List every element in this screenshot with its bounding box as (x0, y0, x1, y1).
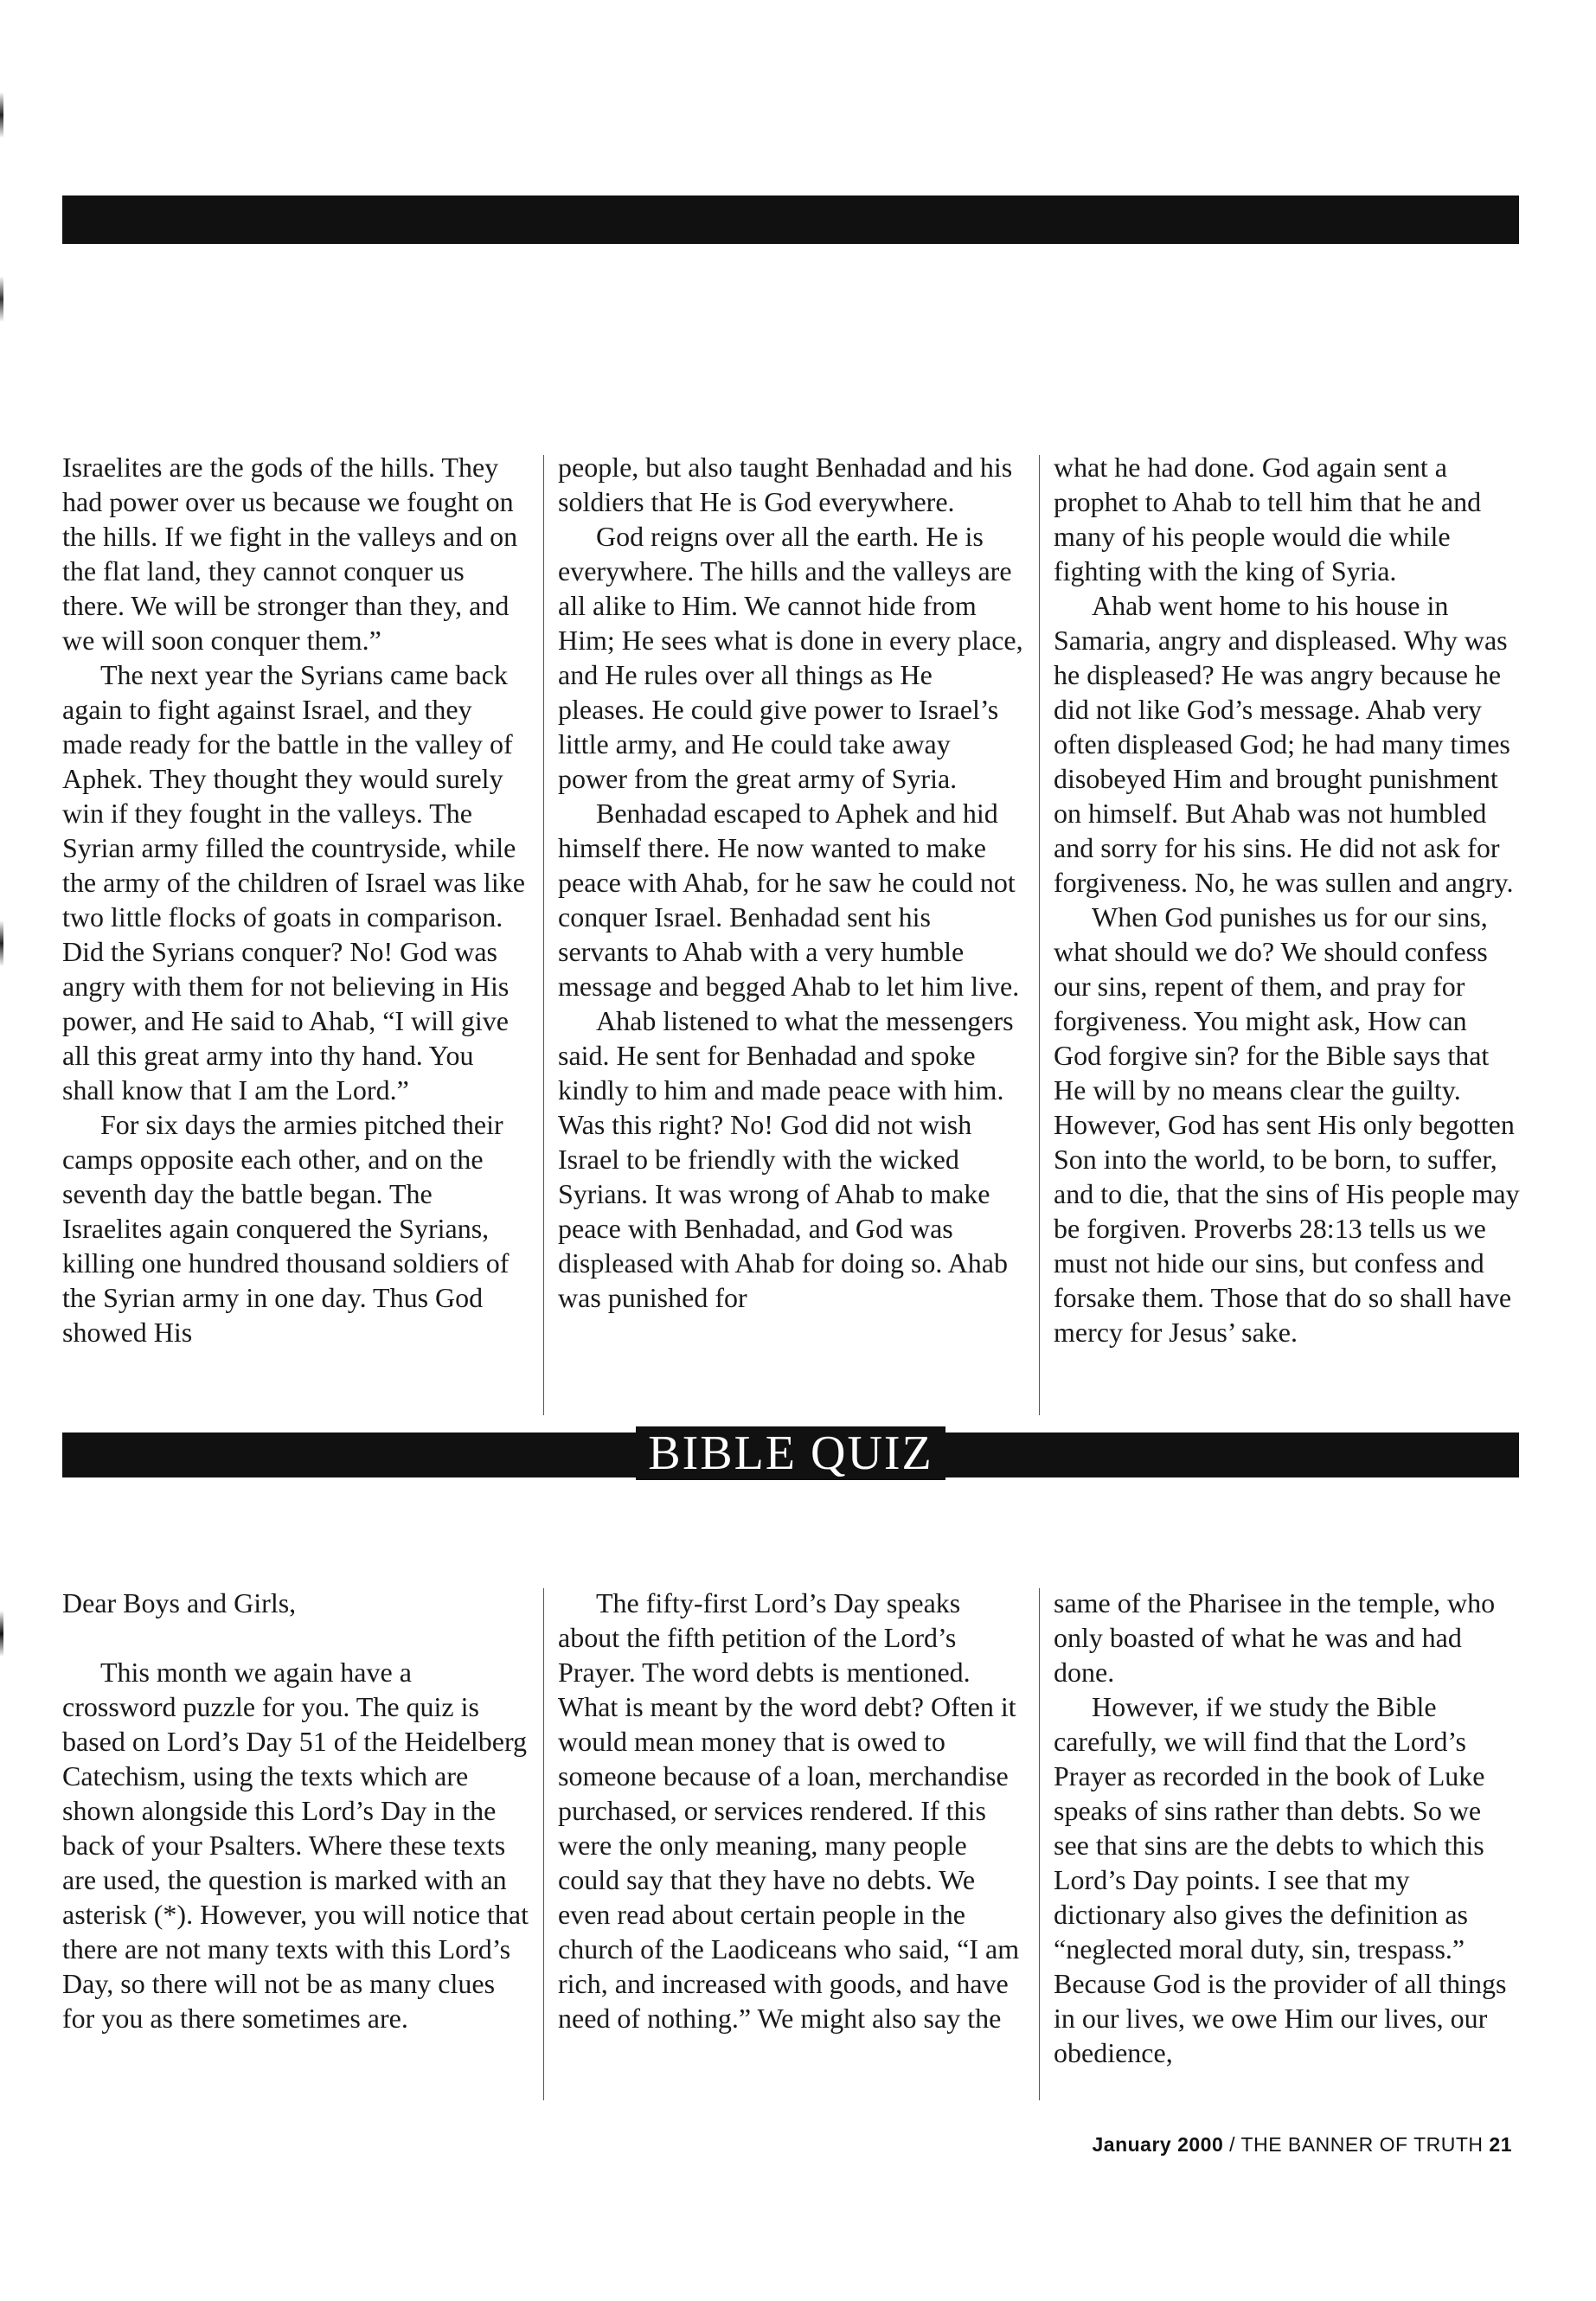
story-paragraph: Israelites are the gods of the hills. They had power over us because we fought on the hills. If we fight in the valleys and on the flat land, they cannot conquer us there. We will be stronger than they, and we will soon conquer them.” (62, 452, 518, 656)
section-title: BIBLE QUIZ (636, 1426, 945, 1480)
page-footer (1092, 2133, 1512, 2157)
header-bar (62, 195, 1519, 244)
quiz-column-1 (62, 1586, 529, 2035)
story-paragraph: what he had done. God again sent a prophet to Ahab to tell him that he and many of his people would die while fighting with the king of Syria. (1054, 452, 1482, 586)
page-number: 21 (1489, 2133, 1512, 2156)
quiz-paragraph: This month we again have a crossword puzzle for you. The quiz is based on Lord’s Day 51 of the Heidelberg Catechism, using the texts which are shown alongside this Lord’s Day in the back of your Psalters. Where these texts are used, the question is marked with an asterisk (*). However, you will notice that there are not many texts with this Lord’s Day, so there will not be as many clues for you as there sometimes are. (62, 1657, 529, 2034)
story-paragraph: When God punishes us for our sins, what should we do? We should confess our sins, repent of them, and pray for forgiveness. You might ask, How can God forgive sin? for the Bible says that He will by no means clear the guilty. However, God has sent His only begotten Son into the world, to be born, to suffer, and to die, that the sins of His people may be forgiven. Proverbs 28:13 tells us we must not hide our sins, but confess and forsake them. Those that do so shall have mercy for Jesus’ sake. (1054, 901, 1520, 1348)
story-column-3 (1054, 450, 1521, 1349)
story-column-2 (558, 450, 1025, 1315)
column-divider (1039, 455, 1040, 1415)
bible-quiz-banner (62, 1426, 1519, 1480)
quiz-column-3 (1054, 1586, 1521, 2070)
column-divider (1039, 1588, 1040, 2100)
quiz-paragraph: However, if we study the Bible carefully, we will find that the Lord’s Prayer as recorded in the book of Luke speaks of sins rather than debts. So we see that sins are the debts to which this Lord’s Day points. I see that my dictionary also gives the definition as “neglected moral duty, sin, trespass.” Because God is the provider of all things in our lives, we owe Him our lives, our obedience, (1054, 1691, 1507, 2068)
scan-edge (0, 0, 3, 2301)
story-paragraph: The next year the Syrians came back again to fight against Israel, and they made ready for the battle in the valley of Aphek. They thought they would surely win if they fought in the valleys. The Syrian army filled the countryside, while the army of the children of Israel was like two little flocks of goats in comparison. Did the Syrians conquer? No! God was angry with them for not believing in His power, and He said to Ahab, “I will give all this great army into thy hand. You shall know that I am the Lord.” (62, 659, 525, 1106)
story-column-1 (62, 450, 529, 1349)
quiz-paragraph: The fifty-first Lord’s Day speaks about the fifth petition of the Lord’s Prayer. The word debts is mentioned. What is meant by the word debt? Often it would mean money that is owed to someone because of a loan, merchandise purchased, or services rendered. If this were the only meaning, many people could say that they have no debts. We even read about certain people in the church of the Laodiceans who said, “I am rich, and increased with goods, and have need of nothing.” We might also say the (558, 1587, 1020, 2034)
story-paragraph: people, but also taught Benhadad and his soldiers that He is God everywhere. (558, 452, 1013, 517)
story-paragraph: God reigns over all the earth. He is everywhere. The hills and the valleys are all alike to Him. We cannot hide from Him; He sees what is done in every place, and He rules over all things as He pleases. He could give power to Israel’s little army, and He could take away power from the great army of Syria. (558, 521, 1023, 794)
issue-date: January 2000 (1092, 2133, 1224, 2156)
publication-name: THE BANNER OF TRUTH (1240, 2133, 1484, 2156)
footer-separator: / (1229, 2133, 1236, 2156)
quiz-column-2 (558, 1586, 1025, 2035)
story-paragraph: Ahab went home to his house in Samaria, angry and displeased. Why was he displeased? He was angry because he did not like God’s message. Ahab very often displeased God; he had many times disobeyed Him and brought punishment on himself. But Ahab was not humbled and sorry for his sins. He did not ask for forgiveness. No, he was sullen and angry. (1054, 590, 1514, 898)
column-divider (543, 1588, 544, 2100)
column-divider (543, 455, 544, 1415)
greeting: Dear Boys and Girls, (62, 1587, 297, 1618)
quiz-paragraph: same of the Pharisee in the temple, who only boasted of what he was and had done. (1054, 1587, 1496, 1688)
story-paragraph: Ahab listened to what the messengers said. He sent for Benhadad and spoke kindly to him and made peace with him. Was this right? No! God did not wish Israel to be friendly with the wicked Syrians. It was wrong of Ahab to make peace with Benhadad, and God was displeased with Ahab for doing so. Ahab was punished for (558, 1005, 1014, 1313)
story-paragraph: For six days the armies pitched their camps opposite each other, and on the seventh day the battle began. The Israelites again conquered the Syrians, killing one hundred thousand soldiers of the Syrian army in one day. Thus God showed His (62, 1109, 510, 1348)
story-paragraph: Benhadad escaped to Aphek and hid himself there. He now wanted to make peace with Ahab, for he saw he could not conquer Israel. Benhadad sent his servants to Ahab with a very humble message and begged Ahab to let him live. (558, 798, 1020, 1002)
